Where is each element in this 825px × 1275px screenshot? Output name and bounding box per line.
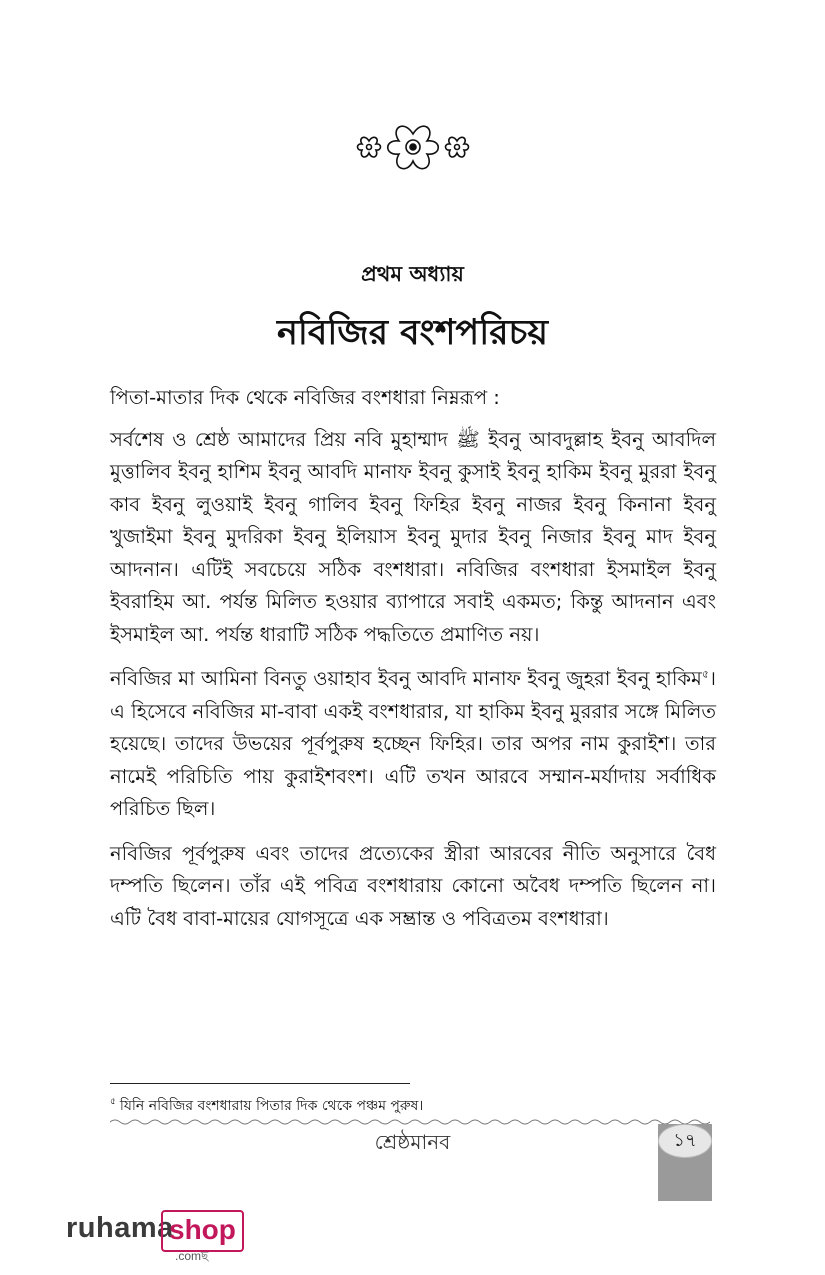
paragraph-mother-text-continued: । এ হিসেবে নবিজির মা-বাবা একই বংশধারার, যা হাকিম ইবনু মুররার সঙ্গে মিলিত হয়েছে। তাদের উভয়ের পূর্বপুরুষ হচ্ছেন ফিহির। তার অপর নাম কুরাইশ। তার নামেই পরিচিতি পায় কুরাইশবংশ। এটি তখন আরবে সম্মান-মর্যাদায় সর্বাধিক পরিচিত ছিল। bbox=[110, 667, 716, 820]
running-title: শ্রেষ্ঠমানব bbox=[374, 1130, 451, 1154]
footnote-text: যিনি নবিজির বংশধারায় পিতার দিক থেকে পঞ্চম পুরুষ। bbox=[119, 1098, 424, 1114]
paragraph-ancestors: নবিজির পূর্বপুরুষ এবং তাদের প্রত্যেকের স্ত্রীরা আরবের নীতি অনুসারে বৈধ দম্পতি ছিলেন। তাঁর এই পবিত্র বংশধারায় কোনো অবৈধ দম্পতি ছিলেন না। এটি বৈধ বাবা-মায়ের যোগসূত্রে এক সম্ভ্রান্ত ও পবিত্রতম বংশধারা। bbox=[110, 841, 716, 930]
paragraph-mother bbox=[110, 663, 716, 826]
footnote-divider bbox=[110, 1083, 410, 1084]
paragraph-lineage: সর্বশেষ ও শ্রেষ্ঠ আমাদের প্রিয় নবি মুহাম্মাদ ﷺ ইবনু আবদুল্লাহ ইবনু আবদিল মুত্তালিব ইবনু হাশিম ইবনু আবদি মানাফ ইবনু কুসাই ইবনু হাকিম ইবনু মুররা ইবনু কাব ইবনু লুওয়াই ইবনু গালিব ইবনু ফিহির ইবনু নাজর ইবনু কিনানা ইবনু খুজাইমা ইবনু মুদরিকা ইবনু ইলিয়াস ইবনু মুদার ইবনু নিজার ইবনু মাদ ইবনু আদনান। এটিই সবচেয়ে সঠিক বংশধারা। নবিজির বংশধারা ইসমাইল ইবনু ইবরাহিম আ. পর্যন্ত মিলিত হওয়ার ব্যাপারে সবাই একমত; কিন্তু আদনান এবং ইসমাইল আ. পর্যন্ত ধারাটি সঠিক পদ্ধতিতে প্রমাণিত নয়। bbox=[110, 427, 717, 646]
footnote-reference: ৫ bbox=[701, 667, 710, 681]
footer-wavy-divider bbox=[110, 1118, 710, 1126]
footnote-marker: ৫ bbox=[110, 1097, 116, 1108]
logo-text-shop: shop bbox=[161, 1210, 244, 1252]
body-text bbox=[110, 382, 716, 947]
chapter-title: নবিজির বংশপরিচয় bbox=[277, 313, 548, 353]
logo-text-ruhama: ruhama bbox=[66, 1212, 174, 1244]
paragraph-intro: পিতা-মাতার দিক থেকে নবিজির বংশধারা নিম্নরূপ : bbox=[110, 386, 500, 409]
page-number: ১৭ bbox=[658, 1124, 712, 1158]
chapter-label: প্রথম অধ্যায় bbox=[361, 262, 464, 286]
floral-ornament-icon bbox=[350, 112, 476, 182]
paragraph-mother-text: নবিজির মা আমিনা বিনতু ওয়াহাব ইবনু আবদি মানাফ ইবনু জুহরা ইবনু হাকিম bbox=[110, 667, 702, 690]
footnote bbox=[110, 1094, 710, 1118]
logo-text-domain: .comছ bbox=[175, 1249, 209, 1263]
